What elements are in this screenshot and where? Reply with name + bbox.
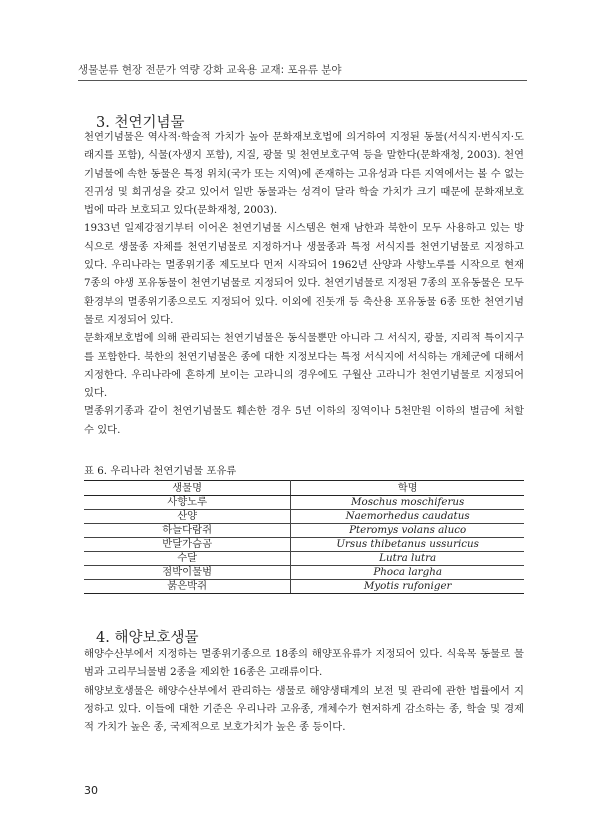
table-header-row bbox=[84, 481, 524, 496]
page-header: 생물분류 현장 전문가 역량 강화 교육용 교재: 포유류 분야 bbox=[78, 64, 342, 76]
scientific-name-cell: Myotis rufoniger bbox=[291, 580, 524, 594]
common-name-cell: 점박이물범 bbox=[84, 566, 291, 580]
common-name-cell: 수달 bbox=[84, 552, 291, 566]
table-row bbox=[84, 566, 524, 580]
paragraph: 천연기념물은 역사적·학술적 가치가 높아 문화재보호법에 의거하여 지정된 동물(서식지·번식지·도래지를 포함), 식물(자생지 포함), 지질, 광물 및 천연보호구역 등을 말한다(문화재청, 2003). 천연기념물에 속한 동물은 특정 위치(국가 또는 지역)에 존재하는 고유성과 다른 지역에서는 볼 수 없는 진귀성 및 희귀성을 갖고 있어서 일반 동물과는 성격이 달라 학술 가치가 크기 때문에 문화재보호법에 따라 보호되고 있다(문화재청, 2003). bbox=[84, 131, 524, 217]
scientific-name-cell: Ursus thibetanus ussuricus bbox=[291, 538, 524, 552]
scientific-name-cell: Naemorhedus caudatus bbox=[291, 510, 524, 524]
common-name-cell: 하늘다람쥐 bbox=[84, 524, 291, 538]
paragraph: 해양보호생물은 해양수산부에서 관리하는 생물로 해양생태계의 보전 및 관리에 관한 법률에서 지정하고 있다. 이들에 대한 기준은 우리나라 고유종, 개체수가 현저하게 감소하는 종, 학술 및 경제적 가치가 높은 종, 국제적으로 보호가치가 높은 종 등이다. bbox=[84, 684, 524, 734]
common-name-cell: 산양 bbox=[84, 510, 291, 524]
table-row bbox=[84, 496, 524, 510]
scientific-name-cell: Phoca largha bbox=[291, 566, 524, 580]
scientific-name-cell: Pteromys volans aluco bbox=[291, 524, 524, 538]
table-caption: 표 6. 우리나라 천연기념물 포유류 bbox=[84, 465, 237, 477]
page-number: 30 bbox=[84, 784, 98, 797]
header-divider bbox=[78, 80, 527, 81]
section-body-natural-monuments bbox=[84, 128, 524, 439]
column-header-common-name: 생물명 bbox=[84, 481, 291, 496]
table-row bbox=[84, 580, 524, 594]
scientific-name-cell: Lutra lutra bbox=[291, 552, 524, 566]
paragraph: 멸종위기종과 같이 천연기념물도 훼손한 경우 5년 이하의 징역이나 5천만원 이하의 벌금에 처할 수 있다. bbox=[84, 405, 524, 436]
table-row bbox=[84, 538, 524, 552]
section-body-marine-protected-species bbox=[84, 645, 524, 736]
natural-monument-mammals-table bbox=[84, 480, 524, 594]
scientific-name-cell: Moschus moschiferus bbox=[291, 496, 524, 510]
section-title-natural-monuments: 3. 천연기념물 bbox=[96, 115, 185, 131]
table-row bbox=[84, 552, 524, 566]
paragraph: 문화재보호법에 의해 관리되는 천연기념물은 동식물뿐만 아니라 그 서식지, 광물, 지리적 특이지구를 포함한다. 북한의 천연기념물은 종에 대한 지정보다는 특정 서식지에 서식하는 개체군에 대해서 지정한다. 우리나라에 흔하게 보이는 고라니의 경우에도 구월산 고라니가 천연기념물로 지정되어 있다. bbox=[84, 332, 524, 400]
table-row bbox=[84, 524, 524, 538]
common-name-cell: 반달가슴곰 bbox=[84, 538, 291, 552]
column-header-scientific-name: 학명 bbox=[291, 481, 524, 496]
paragraph: 해양수산부에서 지정하는 멸종위기종으로 18종의 해양포유류가 지정되어 있다. 식육목 동물로 물범과 고리무늬물범 2종을 제외한 16종은 고래류이다. bbox=[84, 648, 524, 679]
common-name-cell: 사향노루 bbox=[84, 496, 291, 510]
common-name-cell: 붉은박쥐 bbox=[84, 580, 291, 594]
table-row bbox=[84, 510, 524, 524]
section-title-marine-protected-species: 4. 해양보호생물 bbox=[96, 630, 199, 646]
paragraph: 1933년 일제강점기부터 이어온 천연기념물 시스템은 현재 남한과 북한이 모두 사용하고 있는 방식으로 생물종 자체를 천연기념물로 지정하거나 생물종과 특정 서식지를 천연기념물로 지정하고 있다. 우리나라는 멸종위기종 제도보다 먼저 시작되어 1962년 산양과 사향노루를 시작으로 현재 7종의 야생 포유동물이 천연기념물로 지정되어 있다. 천연기념물로 지정된 7종의 포유동물은 모두 환경부의 멸종위기종으로도 지정되어 있다. 이외에 진돗개 등 축산용 포유동물 6종 또한 천연기념물로 지정되어 있다. bbox=[84, 222, 524, 326]
